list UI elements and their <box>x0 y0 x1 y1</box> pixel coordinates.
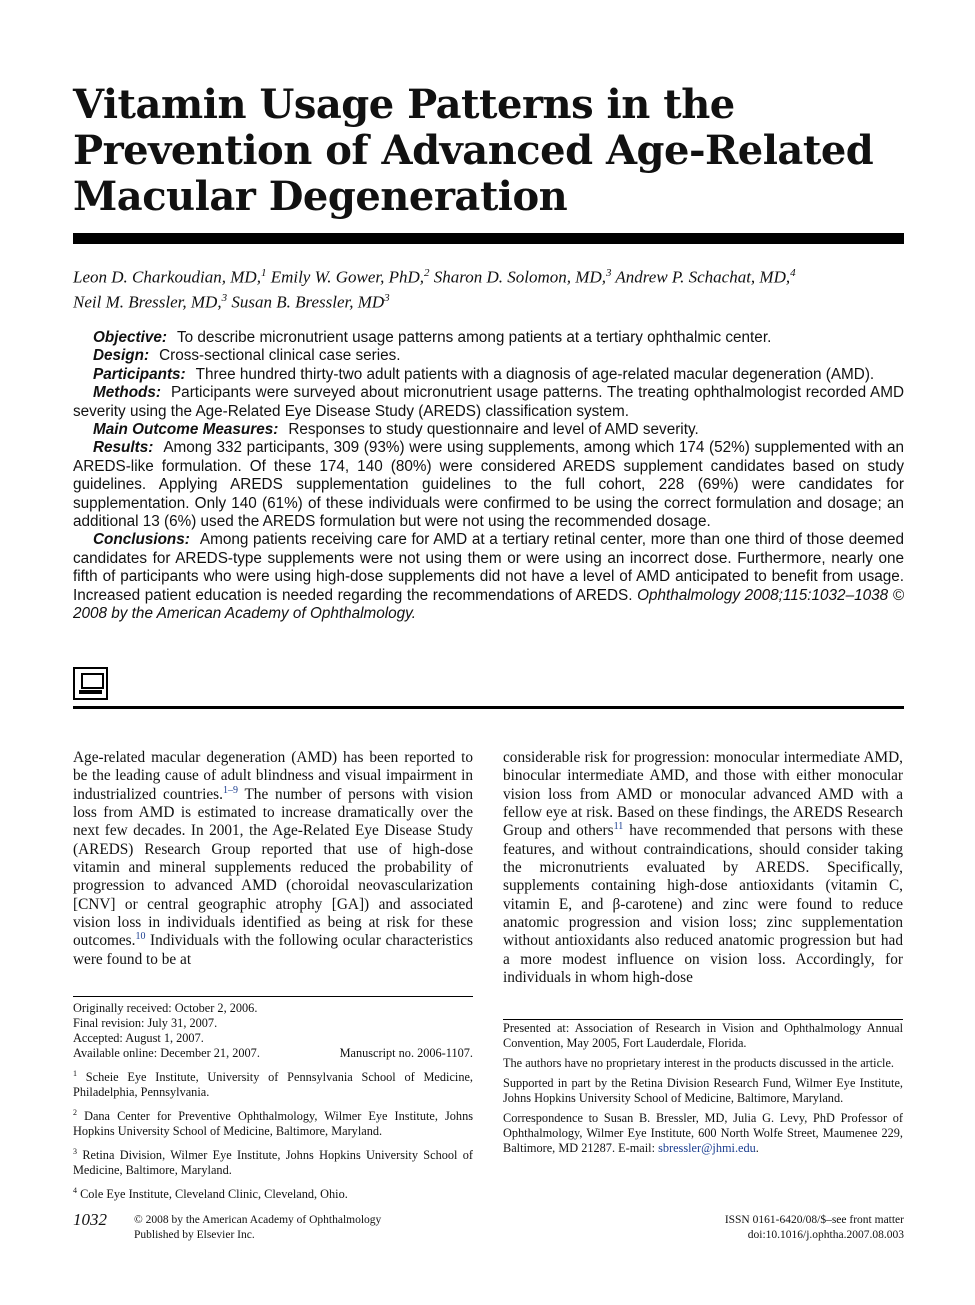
author: Neil M. Bressler, MD, <box>73 292 222 312</box>
affiliation <box>73 1144 473 1178</box>
abstract-label: Methods: <box>93 384 161 402</box>
affiliation <box>73 1105 473 1139</box>
publisher: Published by Elsevier Inc. <box>134 1229 255 1241</box>
author-affiliation: 3 <box>221 291 228 304</box>
abstract-divider <box>73 706 904 709</box>
reference-link[interactable]: 1–9 <box>222 784 238 796</box>
abstract-objective <box>73 329 904 347</box>
abstract-label: Main Outcome Measures: <box>93 421 279 439</box>
footer-left <box>134 1213 381 1243</box>
copyright: © 2008 by the American Academy of Ophthalmology <box>134 1214 382 1226</box>
body-text: have recommended that persons with these features, and without contraindications, should consider taking the micronutrients evaluated by AREDS. Specifically, supplements containing high-dose antioxidants (vitamin C, vitamin E, and β-carotene) and zinc were found to reduce anatomic progression and vision loss; zinc supplementation without antioxidants also reduced anatomic progression but had a more modest influence on vision loss. Accordingly, for individuals in whom high-dose <box>503 822 903 987</box>
affiliation <box>73 1183 473 1202</box>
footnote-divider-left <box>73 996 473 997</box>
title-line-2: Prevention of Advanced Age-Related <box>73 127 874 174</box>
history-online-row <box>73 1046 473 1061</box>
doi: doi:10.1016/j.ophtha.2007.08.003 <box>747 1229 904 1241</box>
abstract-text: To describe micronutrient usage patterns among patients at a tertiary ophthalmic center. <box>176 329 772 346</box>
author-affiliation: 1 <box>260 267 267 279</box>
presented-note: Presented at: Association of Research in Vision and Ophthalmology Annual Convention, May 2005, Fort Lauderdale, Florida. <box>503 1021 903 1050</box>
footer-right <box>725 1213 904 1243</box>
body-text: considerable risk for progression: monocular intermediate AMD, binocular intermediate AMD, and those with either monocular vision loss from AMD or monocular advanced AMD with a fellow eye at risk. Based on these findings, the AREDS Research Group and others <box>503 749 903 840</box>
abstract-conclusions <box>73 531 904 623</box>
abstract-label: Conclusions: <box>93 531 190 549</box>
affiliation-text: Retina Division, Wilmer Eye Institute, Johns Hopkins University School of Medicine, Baltimore, Maryland. <box>73 1148 473 1178</box>
body-text: The number of persons with vision loss from AMD is estimated to increase dramatically over the next few decades. In 2001, the Age-Related Eye Disease Study (AREDS) Research Group reported that use of high-dose vitamin and mineral supplements reduced the probability of progression to advanced AMD (choroidal neovascularization [CNV] or central geographic atrophy [GA]) and associated vision loss in individuals identified as being at risk for these outcomes. <box>73 785 474 950</box>
correspondence-text: Correspondence to Susan B. Bressler, MD, Julia G. Levy, PhD Professor of Ophthalmology, Wilmer Eye Institute, 600 North Wolfe Street, Maumenee 229, Baltimore, MD 21287. E-mail: <box>503 1111 903 1155</box>
abstract-text: Among 332 participants, 309 (93%) were using supplements, among which 174 (52%) supplemented with an AREDS-like formulation. Of these 174, 140 (80%) were considered AREDS supplement candidates based on study guidelines. Applying AREDS supplementation guidelines to the full cohort, 228 (69%) were candidates for supplementation. Only 140 (61%) of these individuals were confirmed to be using the correct formulation and dosage; an additional 13 (6%) used the AREDS formulation but were not using the recommended dosage. <box>73 439 904 531</box>
affiliation-number: 4 <box>73 1186 77 1196</box>
abstract-label: Objective: <box>93 329 167 346</box>
abstract-text: Responses to study questionnaire and level of AMD severity. <box>288 421 699 439</box>
author-affiliation: 4 <box>790 267 796 279</box>
history-accepted: Accepted: August 1, 2007. <box>73 1031 204 1045</box>
correspondence-end: . <box>755 1141 759 1155</box>
body-paragraph <box>503 749 903 987</box>
abstract-label: Participants: <box>93 365 186 383</box>
email-link[interactable]: sbressler@jhmi.edu <box>658 1141 756 1155</box>
body-text: Individuals with the following ocular characteristics were found to be at <box>73 932 473 968</box>
affiliation-text: Scheie Eye Institute, University of Pennsylvania School of Medicine, Philadelphia, Pennsylvania. <box>73 1070 474 1100</box>
author: Leon D. Charkoudian, MD, <box>73 267 261 287</box>
title-divider <box>73 233 904 244</box>
reference-link[interactable]: 10 <box>135 931 146 943</box>
abstract-text: Participants were surveyed about micronutrient usage patterns. The treating ophthalmologist recorded AMD severity using the Age-Related Eye Disease Study (AREDS) classification system. <box>73 384 904 420</box>
abstract-results <box>73 439 904 531</box>
abstract-citation: Ophthalmology 2008;115:1032–1038 © 2008 by the American Academy of Ophthalmology. <box>73 586 904 623</box>
issn: ISSN 0161-6420/08/$–see front matter <box>724 1214 904 1226</box>
author-list <box>73 263 904 312</box>
body-text: Age-related macular degeneration (AMD) has been reported to be the leading cause of adult blindness and visual impairment in industrialized countries. <box>73 749 473 803</box>
body-column-right <box>503 749 903 987</box>
manuscript-number: Manuscript no. 2006-1107. <box>339 1046 473 1060</box>
affiliation-number: 1 <box>73 1069 77 1078</box>
abstract-outcome <box>73 421 904 439</box>
support-note: Supported in part by the Retina Division Research Fund, Wilmer Eye Institute, Johns Hopkins University School of Medicine, Baltimore, Maryland. <box>503 1076 903 1105</box>
abstract-label: Results: <box>93 439 154 457</box>
body-paragraph <box>73 749 473 969</box>
abstract-text: Among patients receiving care for AMD at a tertiary retinal center, more than one third of those deemed candidates for AREDS-type supplements were not using them or were using an incorrect dose. Furthermore, nearly one fifth of participants who were using high-dose supplements did not have a level of AMD anticipated to benefit from usage. Increased patient education is needed regarding the recommendations of AREDS. <box>73 531 904 604</box>
author: Susan B. Bressler, MD <box>231 292 385 312</box>
affiliation <box>73 1066 473 1100</box>
abstract-methods <box>73 384 904 421</box>
reference-link[interactable]: 11 <box>613 821 624 833</box>
page-number: 1032 <box>73 1210 107 1229</box>
article-history-notes <box>73 1001 473 1207</box>
correspondence-note <box>503 1111 903 1156</box>
affiliation-text: Cole Eye Institute, Cleveland Clinic, Cleveland, Ohio. <box>80 1187 348 1202</box>
author-affiliation: 2 <box>424 267 430 279</box>
history-online: Available online: December 21, 2007. <box>73 1046 260 1060</box>
abstract-text: Three hundred thirty-two adult patients with a diagnosis of age-related macular degeneration (AMD). <box>195 365 875 383</box>
interest-note: The authors have no proprietary interest in the products discussed in the article. <box>503 1056 894 1070</box>
footnote-divider-right <box>503 1019 903 1020</box>
author: Emily W. Gower, PhD, <box>270 267 425 287</box>
computer-icon <box>73 667 108 700</box>
author-affiliation: 3 <box>605 267 612 279</box>
abstract-participants <box>73 366 904 384</box>
affiliation-number: 3 <box>73 1147 77 1157</box>
author: Andrew P. Schachat, MD, <box>615 267 791 287</box>
article-title <box>73 82 893 220</box>
title-line-3: Macular Degeneration <box>73 173 568 220</box>
author: Sharon D. Solomon, MD, <box>433 267 606 287</box>
history-received: Originally received: October 2, 2006. <box>73 1001 258 1015</box>
title-line-1: Vitamin Usage Patterns in the <box>73 81 735 128</box>
body-column-left <box>73 749 473 969</box>
affiliation-number: 2 <box>73 1108 77 1118</box>
article-info-notes <box>503 1021 903 1161</box>
abstract <box>73 329 904 624</box>
affiliation-text: Dana Center for Preventive Ophthalmology, Wilmer Eye Institute, Johns Hopkins University School of Medicine, Baltimore, Maryland. <box>73 1109 473 1139</box>
abstract-design <box>73 347 904 365</box>
abstract-text: Cross-sectional clinical case series. <box>159 347 401 365</box>
history-revision: Final revision: July 31, 2007. <box>73 1016 218 1030</box>
abstract-label: Design: <box>93 347 150 365</box>
author-affiliation: 3 <box>384 291 390 304</box>
